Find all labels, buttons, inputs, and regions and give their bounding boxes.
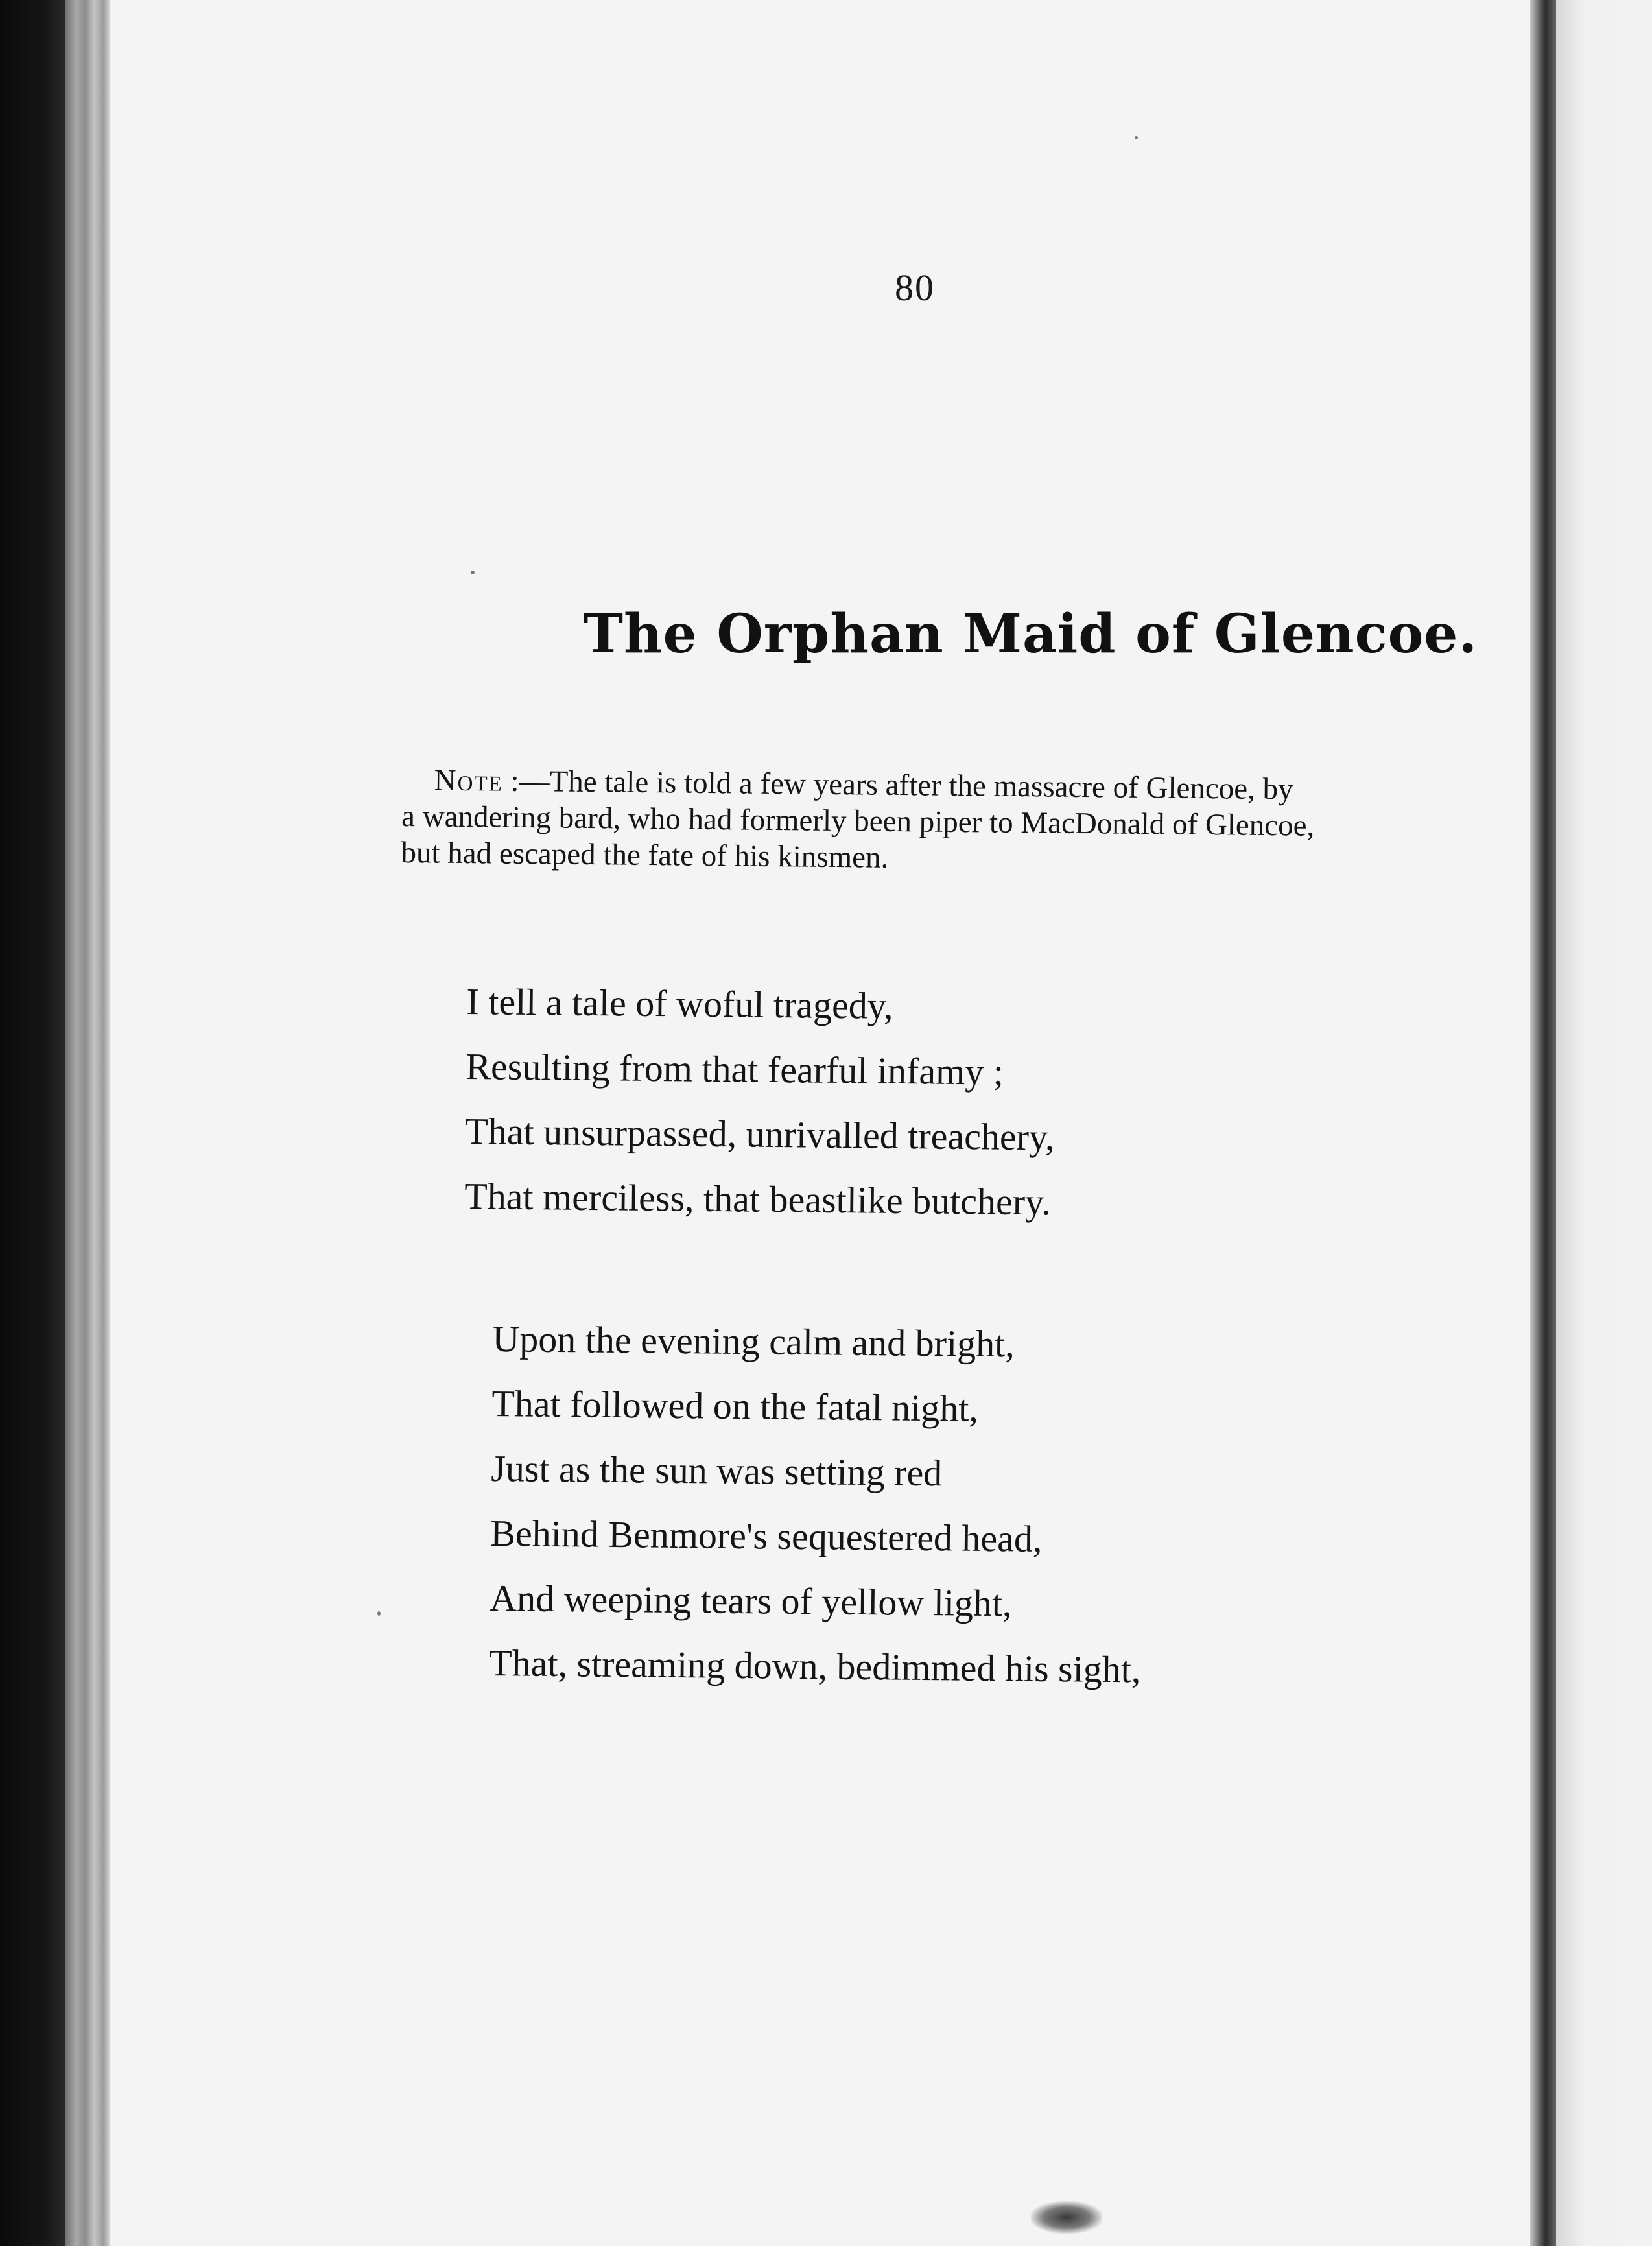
page-edge-strip (65, 0, 110, 2246)
scan-background-left (0, 0, 65, 2246)
verse-line: Resulting from that fearful infamy ; (466, 1045, 1004, 1093)
verse-line: And weeping tears of yellow light, (489, 1576, 1012, 1625)
stanza-1 (464, 969, 1057, 1235)
next-page-sliver (1556, 0, 1652, 2246)
paper-speck (471, 571, 475, 574)
note-text-1: :—The tale is told a few years after the massacre of Glencoe, by (502, 764, 1293, 807)
paper-speck (1135, 136, 1138, 139)
poem-title: The Orphan Maid of Glencoe. (584, 603, 1478, 665)
note-line-3: but had escaped the fate of his kinsmen. (401, 835, 889, 875)
note-label: Note (434, 763, 504, 798)
verse-line: Upon the evening calm and bright, (492, 1317, 1015, 1365)
verse-line: I tell a tale of woful tragedy, (466, 980, 893, 1027)
page-number: 80 (895, 266, 935, 309)
note-line-2: a wandering bard, who had formerly been piper to MacDonald of Glencoe, (401, 799, 1315, 843)
ink-smudge (1031, 2201, 1102, 2234)
verse-line: That merciless, that beastlike butchery. (464, 1174, 1052, 1223)
verse-line: That, streaming down, bedimmed his sight, (488, 1641, 1141, 1691)
verse-line: Behind Benmore's sequestered head, (490, 1511, 1043, 1560)
paper-speck (377, 1611, 381, 1616)
verse-line: That unsurpassed, unrivalled treachery, (465, 1109, 1056, 1159)
editorial-note (401, 762, 1413, 881)
verse-line: That followed on the fatal night, (491, 1382, 979, 1430)
stanza-2 (489, 1306, 1144, 1702)
page-gutter-shadow (1530, 0, 1556, 2246)
verse-line: Just as the sun was setting red (491, 1447, 943, 1495)
